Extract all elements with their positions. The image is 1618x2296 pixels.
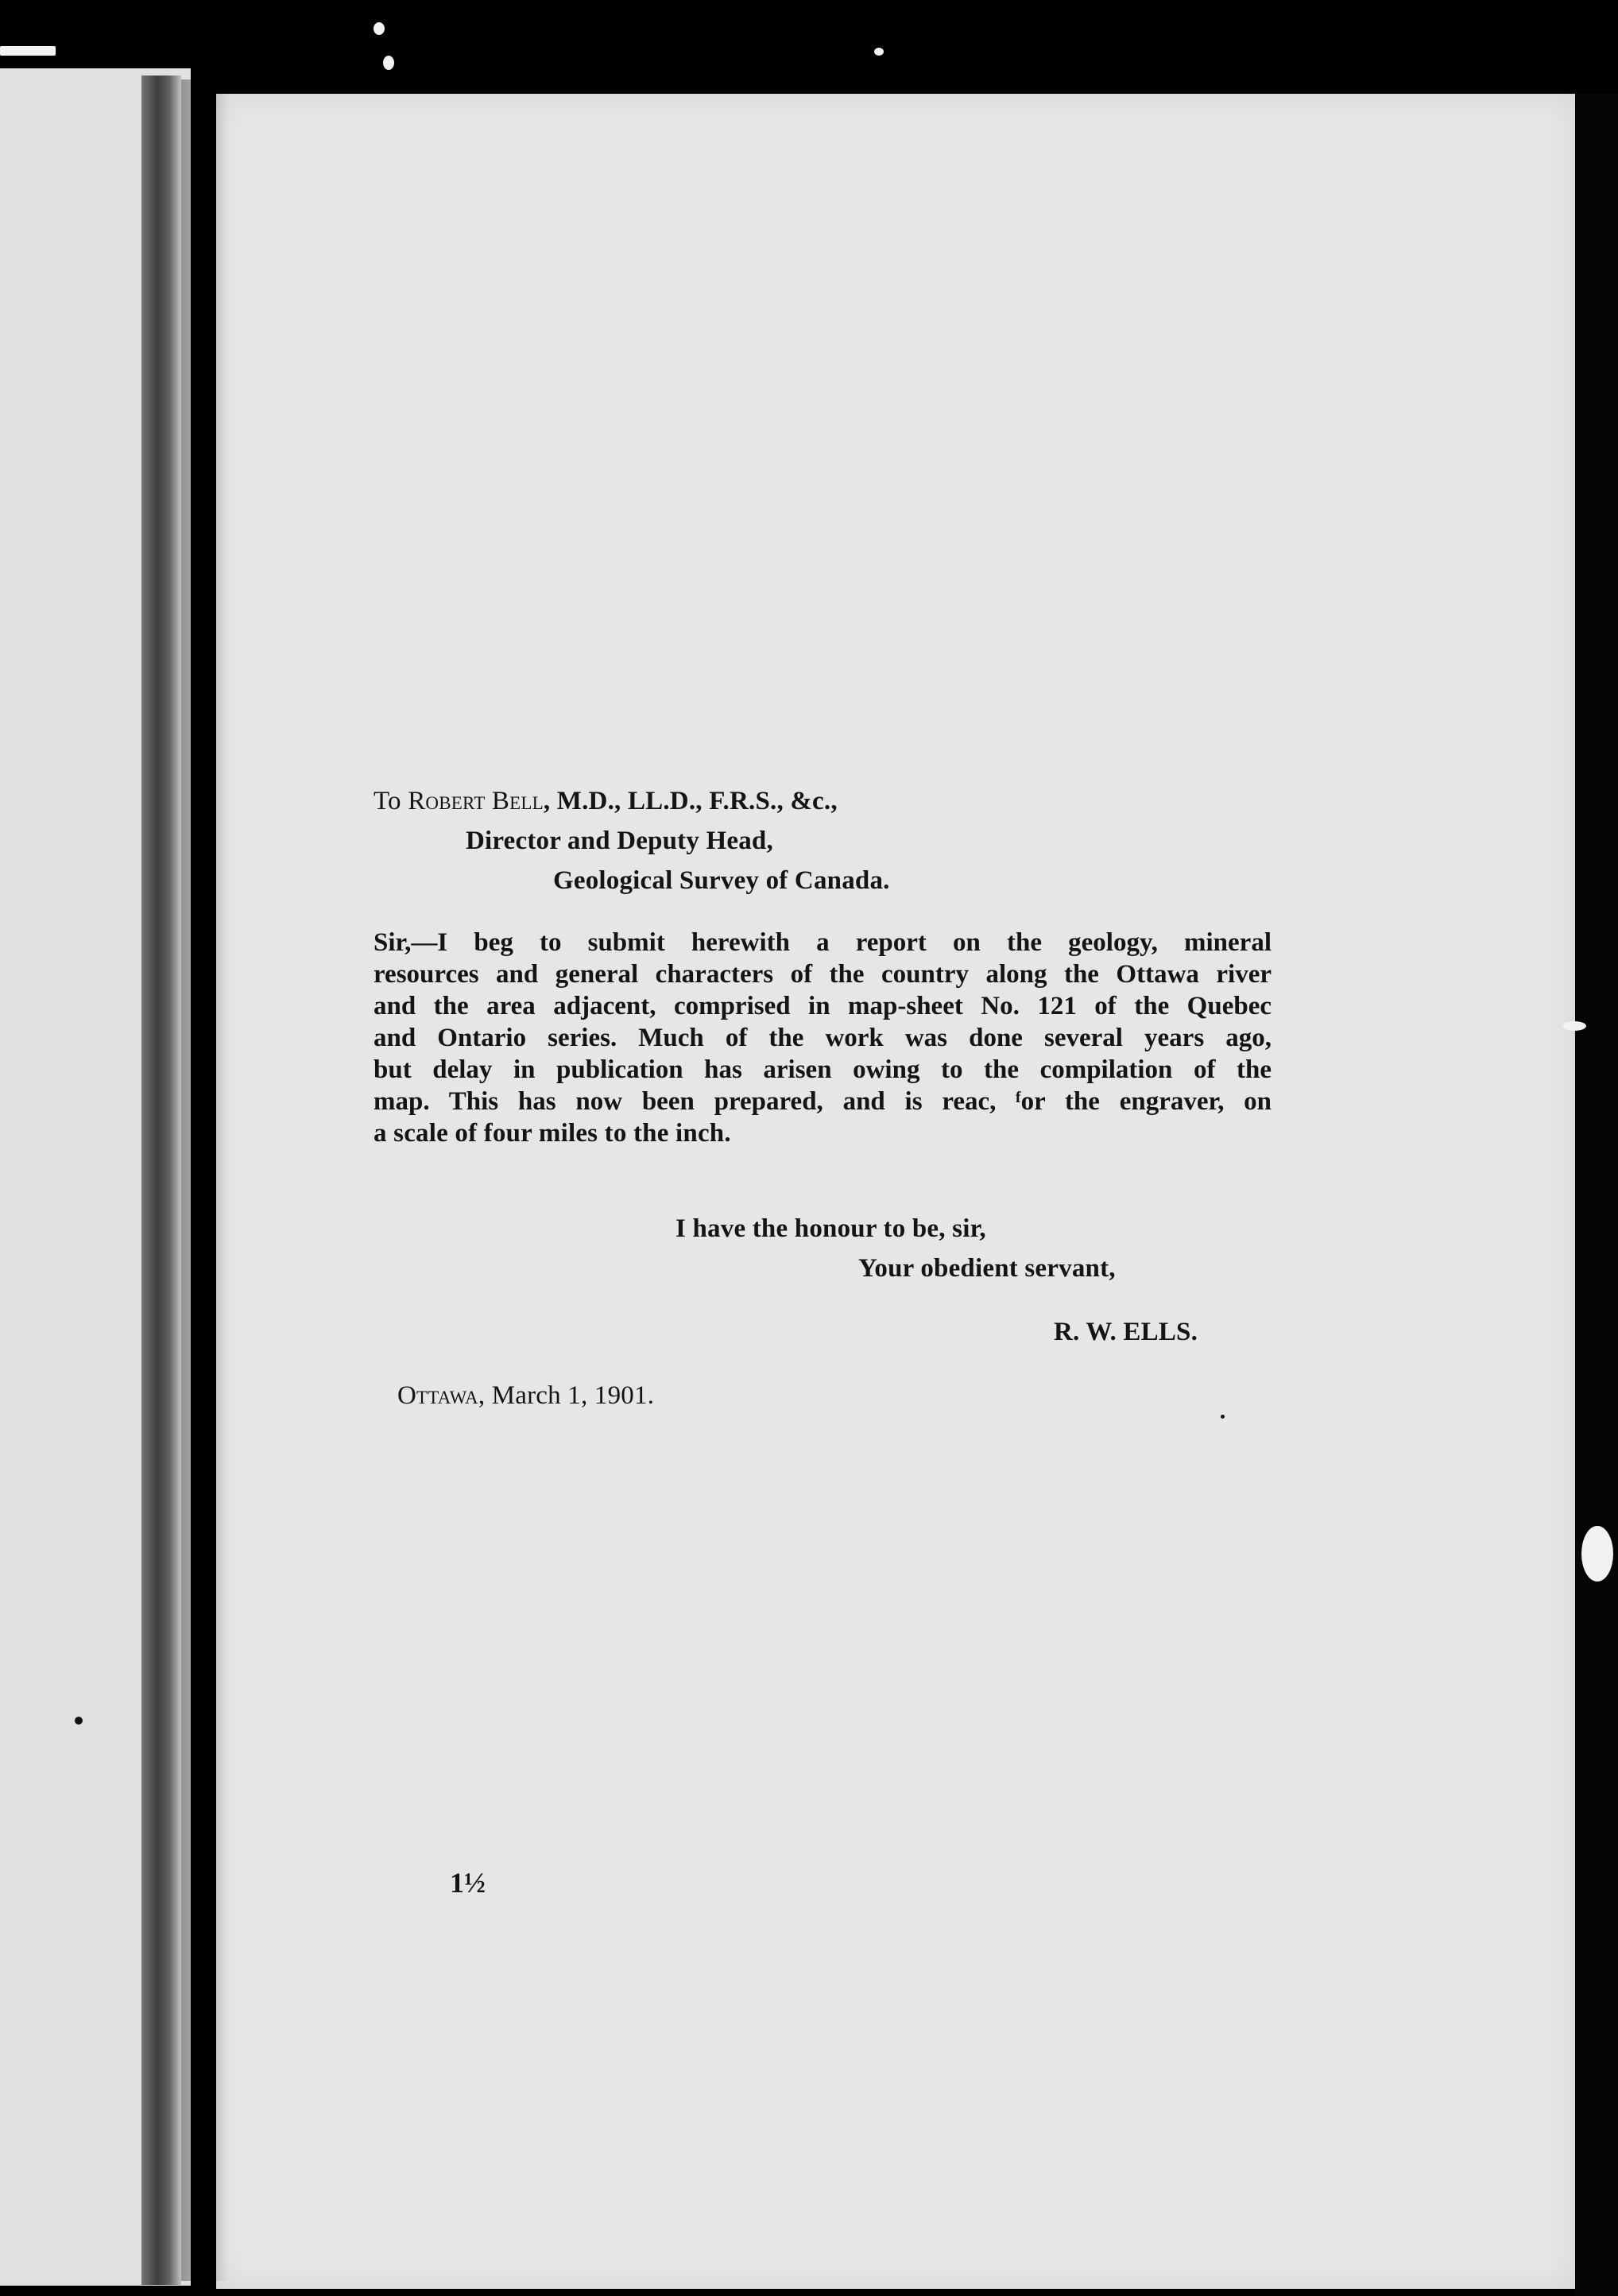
document-page: [216, 94, 1575, 2289]
scan-speck: [1581, 1526, 1613, 1582]
scan-speck: [874, 48, 884, 56]
closing-line-2: Your obedient servant,: [858, 1254, 1116, 1283]
body-line: map. This has now been prepared, and is reac, ᶠor the engraver, on: [374, 1087, 1272, 1116]
addressee-title-2: Geological Survey of Canada.: [553, 866, 890, 895]
page-mark: 1½: [450, 1867, 486, 1899]
body-line: resources and general characters of the country along the Ottawa river: [374, 960, 1272, 989]
salutation-prefix: To: [374, 787, 401, 815]
scan-speck: [1221, 1415, 1225, 1419]
body-last-line: a scale of four miles to the inch.: [374, 1119, 731, 1148]
scan-speck: [0, 46, 56, 56]
body-line: but delay in publication has arisen owing to the compilation of the: [374, 1055, 1272, 1084]
place: Ottawa: [397, 1381, 478, 1410]
scan-speck: [1562, 1021, 1586, 1031]
addressee-title-1: Director and Deputy Head,: [466, 827, 773, 855]
place-date-line: [397, 1381, 654, 1411]
addressee-name: Robert Bell: [408, 787, 544, 815]
scan-speck: [374, 22, 385, 35]
binding-gutter: [141, 76, 181, 2285]
gutter-shadow: [181, 79, 229, 2281]
closing-line-1: I have the honour to be, sir,: [675, 1214, 986, 1243]
scan-speck: [383, 56, 394, 70]
right-dark-edge: [1575, 94, 1618, 2296]
addressee-credentials: , M.D., LL.D., F.R.S., &c.,: [543, 787, 838, 815]
body-line: and Ontario series. Much of the work was done several years ago,: [374, 1024, 1272, 1052]
body-line: and the area adjacent, comprised in map-sheet No. 121 of the Quebec: [374, 992, 1272, 1020]
salutation-line: [374, 787, 838, 816]
body-line: Sir,—I beg to submit herewith a report on the geology, mineral: [374, 928, 1272, 957]
date: , March 1, 1901.: [478, 1381, 655, 1410]
signature: R. W. ELLS.: [1054, 1318, 1198, 1346]
scan-speck: [75, 1717, 83, 1725]
